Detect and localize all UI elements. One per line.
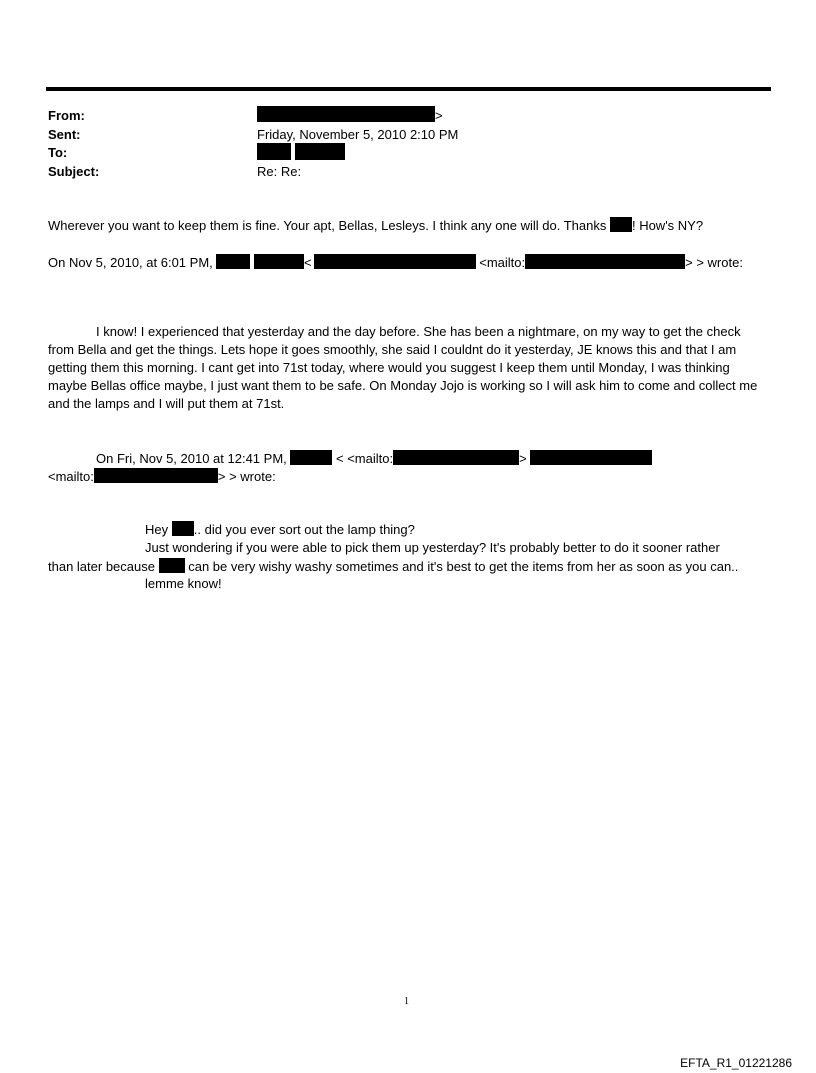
quote-header-2-mailto: < <mailto: <box>336 451 394 466</box>
to-label: To: <box>48 145 68 160</box>
redaction <box>257 143 291 160</box>
redaction <box>525 254 685 269</box>
to-value <box>257 143 345 161</box>
redaction <box>159 558 185 573</box>
redaction <box>314 254 476 269</box>
quote-header-end: > > wrote: <box>685 255 743 270</box>
header-rule <box>46 87 771 91</box>
quote-header-date: On Nov 5, 2010, at 6:01 PM, <box>48 255 213 270</box>
redaction <box>172 521 194 536</box>
redaction <box>290 450 332 465</box>
redaction <box>295 143 345 160</box>
redaction <box>393 450 519 465</box>
reply-text: Wherever you want to keep them is fine. Your apt, Bellas, Lesleys. I think any one will do. Thanks <box>48 218 607 233</box>
redaction <box>254 254 304 269</box>
redaction <box>610 217 632 232</box>
than-text: than later because <box>48 559 155 574</box>
quote-header-mailto: <mailto: <box>479 255 526 270</box>
than-text-end: can be very wishy washy sometimes and it's best to get the items from her as soon as you can.. <box>188 559 739 574</box>
redaction <box>257 106 435 122</box>
redaction <box>530 450 652 465</box>
from-suffix: > <box>435 108 443 123</box>
quote-header-2-date: On Fri, Nov 5, 2010 at 12:41 PM, <box>96 451 287 466</box>
reply-line <box>48 217 703 233</box>
quote-header-2-end: > > wrote: <box>217 469 276 484</box>
quote-header-lt: < <box>304 255 312 270</box>
quote-header-2 <box>96 450 652 466</box>
inner-line-just: Just wondering if you were able to pick them up yesterday? It's probably better to do it sooner rather <box>145 540 720 555</box>
subject-label: Subject: <box>48 164 100 179</box>
page-number: 1 <box>404 996 409 1007</box>
quote-header-2-mailto-b: <mailto: <box>48 469 94 484</box>
from-value <box>257 106 443 123</box>
message-paragraph: I know! I experienced that yesterday and the day before. She has been a nightmare, on my way to get the check from Bella and get the things. Lets hope it goes smoothly, she said I couldnt do it yesterday, JE knows this and that I am getting them this morning. I cant get into 71st today, where would you suggest I keep them until Monday, I was thinking maybe Bellas office maybe, I just want them to be safe. On Monday Jojo is working so I will ask him to come and collect me and the lamps and I will put them at 71st. <box>48 324 758 411</box>
redaction <box>216 254 250 269</box>
inner-line-than <box>48 558 738 574</box>
redaction <box>94 468 218 483</box>
sent-value: Friday, November 5, 2010 2:10 PM <box>257 127 459 142</box>
quote-header-2-gt: > <box>519 451 527 466</box>
from-label: From: <box>48 108 85 123</box>
hey-text-end: .. did you ever sort out the lamp thing? <box>193 522 415 537</box>
quote-header-2-cont <box>48 468 276 484</box>
inner-line-hey <box>145 521 415 537</box>
inner-line-lemme: lemme know! <box>145 576 222 591</box>
document-id: EFTA_R1_01221286 <box>680 1056 792 1070</box>
hey-text: Hey <box>145 522 169 537</box>
reply-text-end: ! How's NY? <box>631 218 704 233</box>
subject-value: Re: Re: <box>257 164 302 179</box>
quote-header <box>48 254 743 270</box>
sent-label: Sent: <box>48 127 81 142</box>
